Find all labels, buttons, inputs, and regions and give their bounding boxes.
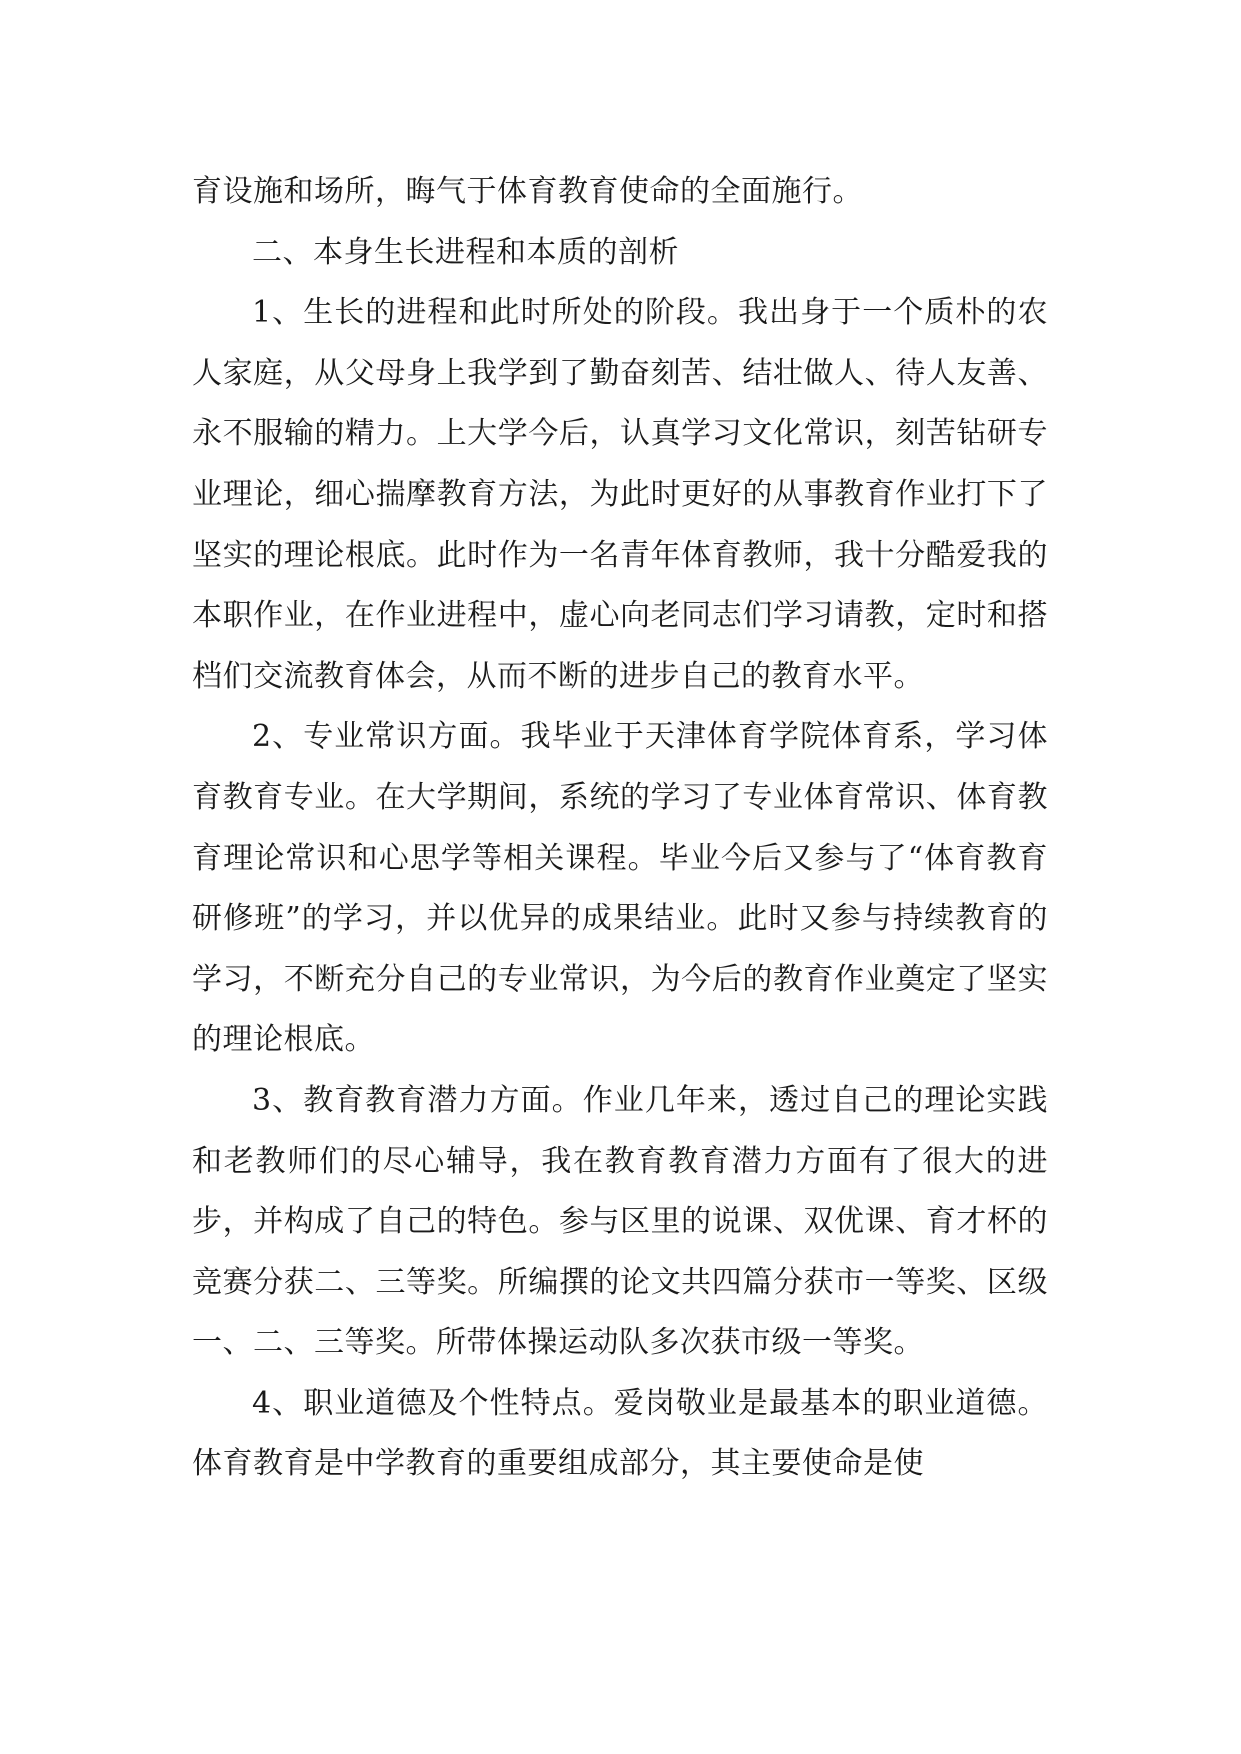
paragraph-growth-process: 1、生长的进程和此时所处的阶段。我出身于一个质朴的农人家庭，从父母身上我学到了勤奋刻苦、结壮做人、待人友善、永不服输的精力。上大学今后，认真学习文化常识，刻苦钻研专业理论，细心揣摩教育方法，为此时更好的从事教育作业打下了坚实的理论根底。此时作为一名青年体育教师，我十分酷爱我的本职作业，在作业进程中，虚心向老同志们学习请教，定时和搭档们交流教育体会，从而不断的进步自己的教育水平。 xyxy=(192,295,1048,694)
paragraph-professional-ethics: 4、职业道德及个性特点。爱岗敬业是最基本的职业道德。体育教育是中学教育的重要组成部分，其主要使命是使 xyxy=(192,1385,1048,1482)
paragraph-professional-knowledge: 2、专业常识方面。我毕业于天津体育学院体育系，学习体育教育专业。在大学期间，系统的学习了专业体育常识、体育教育理论常识和心思学等相关课程。毕业今后又参与了“体育教育研修班”的学习，并以优异的成果结业。此时又参与持续教育的学习，不断充分自己的专业常识，为今后的教育作业奠定了坚实的理论根底。 xyxy=(192,719,1048,1058)
paragraph-teaching-ability: 3、教育教育潜力方面。作业几年来，透过自己的理论实践和老教师们的尽心辅导，我在教育教育潜力方面有了很大的进步，并构成了自己的特色。参与区里的说课、双优课、育才杯的竞赛分获二、三等奖。所编撰的论文共四篇分获市一等奖、区级一、二、三等奖。所带体操运动队多次获市级一等奖。 xyxy=(192,1082,1048,1361)
paragraph-continuation: 育设施和场所，晦气于体育教育使命的全面施行。 xyxy=(192,174,863,209)
document-body xyxy=(192,162,1048,1495)
section-heading: 二、本身生长进程和本质的剖析 xyxy=(252,234,679,270)
